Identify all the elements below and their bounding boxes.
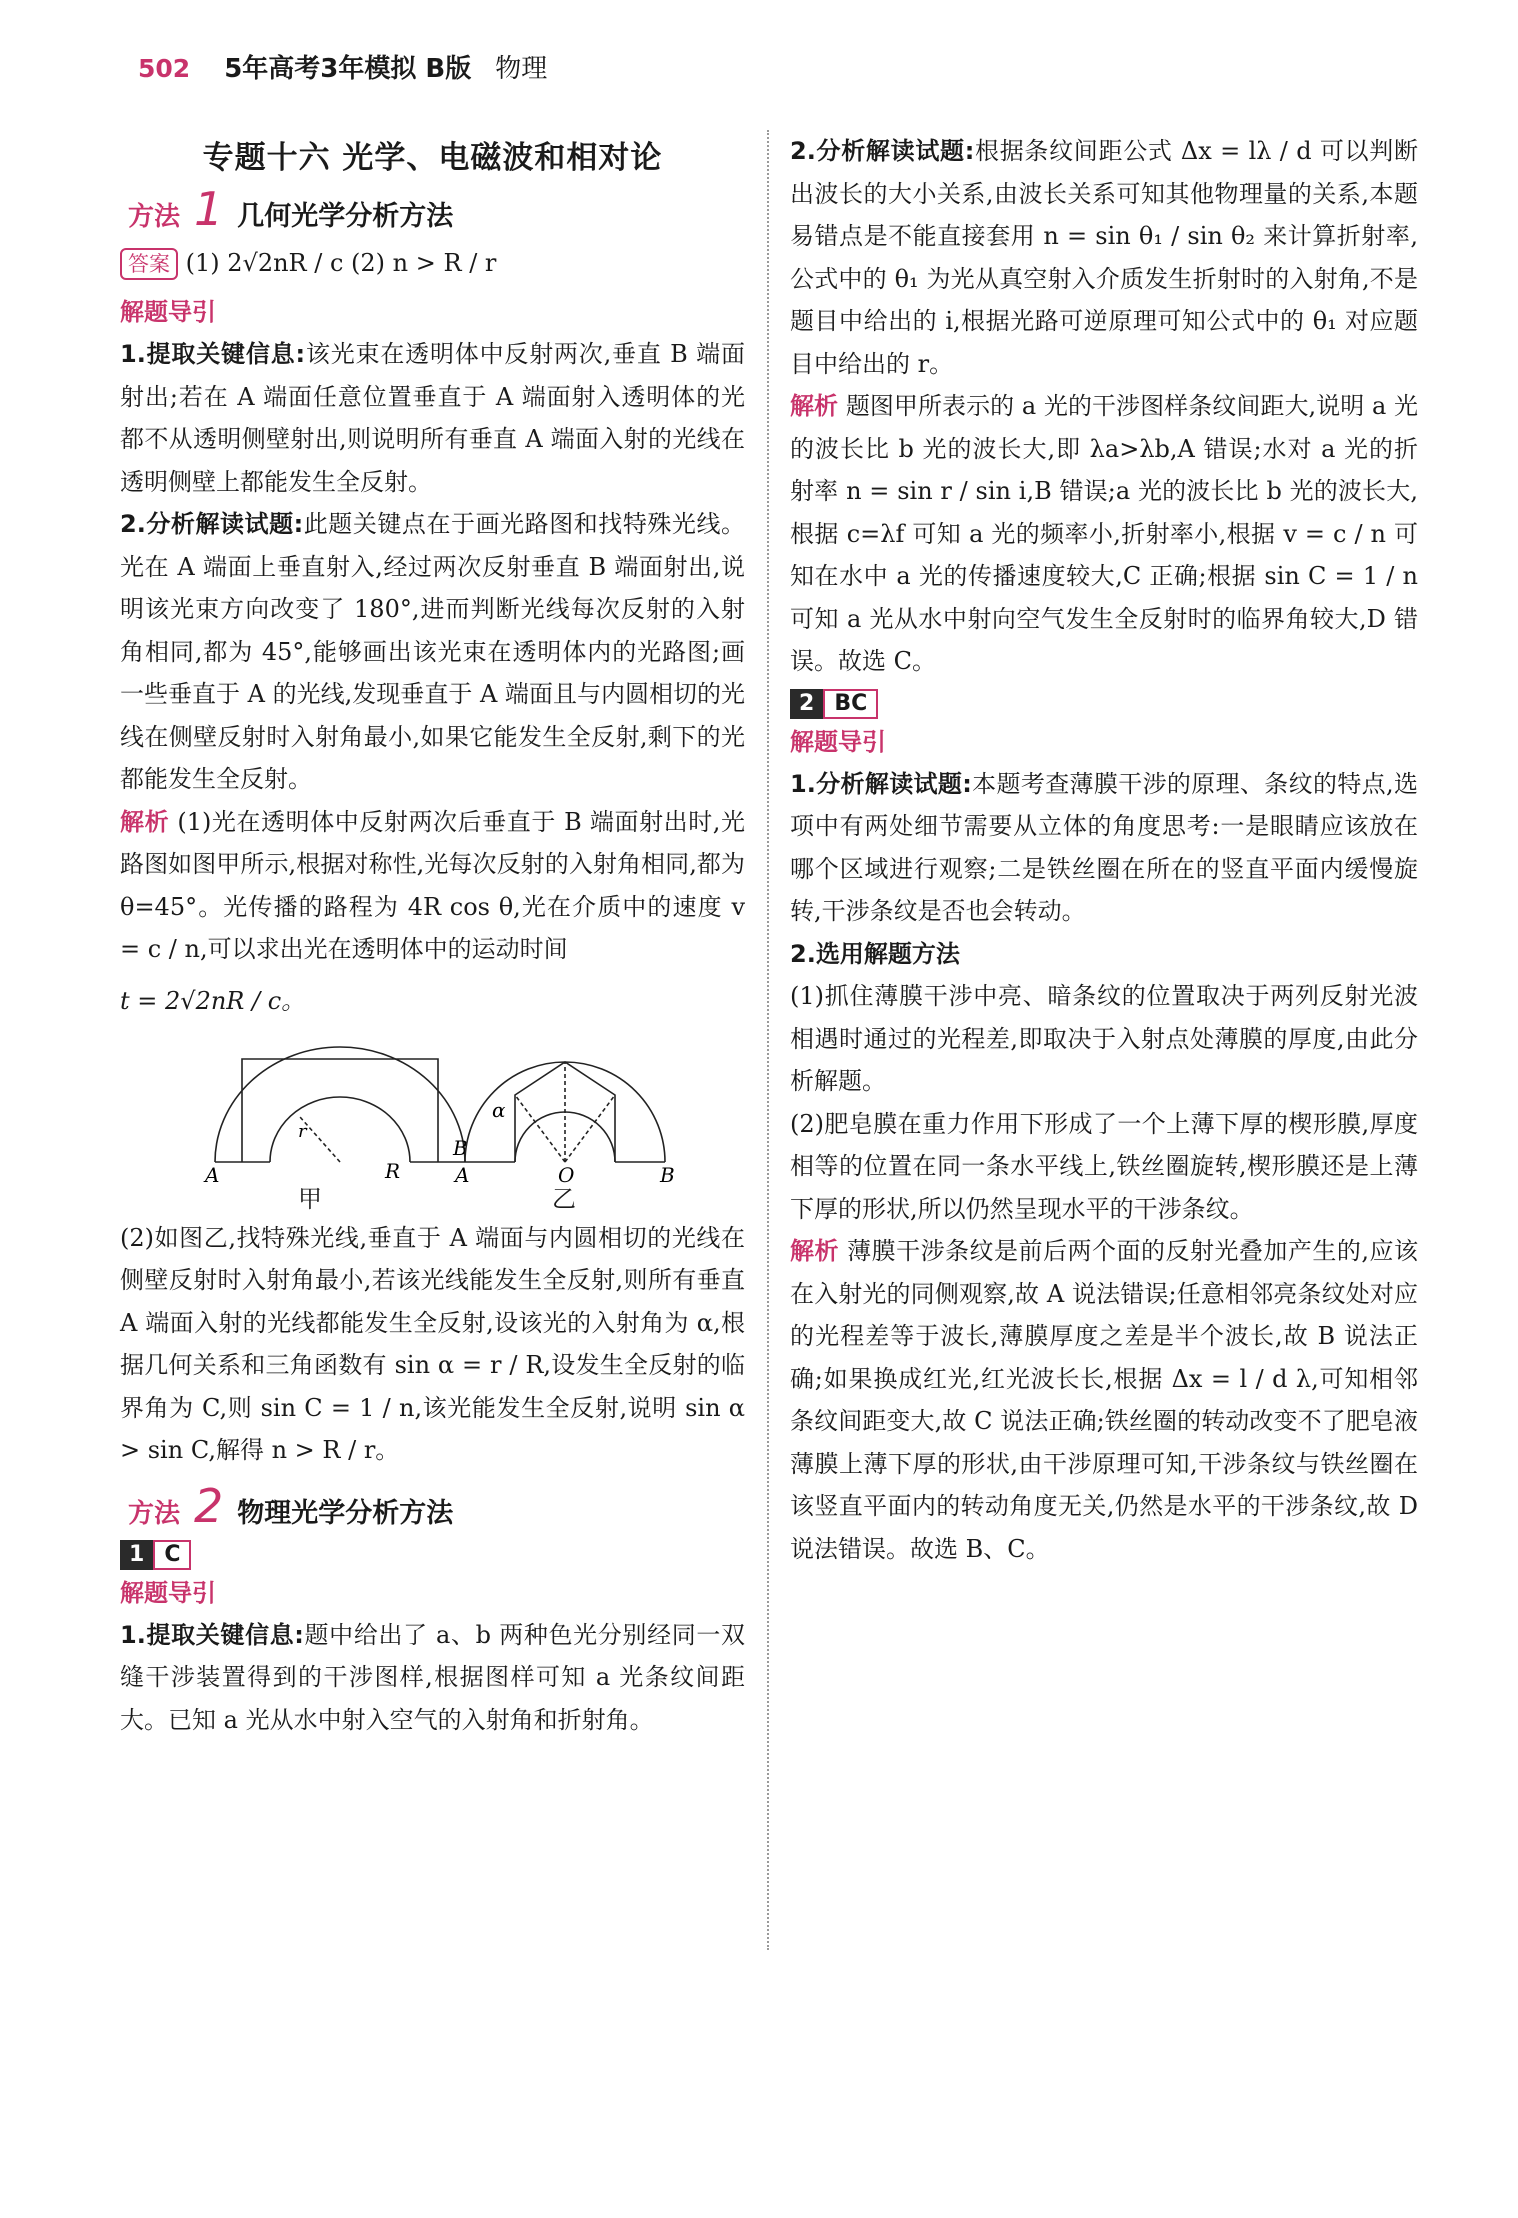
- caption-yi: 乙: [552, 1184, 576, 1213]
- guide-paragraph-2: [120, 503, 745, 801]
- q2-guide-paragraph-1: [790, 763, 1418, 933]
- guide-title: 解题导引: [790, 727, 886, 756]
- method-label: 方法: [128, 202, 181, 232]
- guide-title: 解题导引: [120, 298, 216, 326]
- paragraph-text: (1)光在透明体中反射两次后垂直于 B 端面射出时,光路图如图甲所示,根据对称性,光每次反射的入射角相同,都为 θ=45°。光传播的路程为 4R cos θ,光在介质中的速度 v = c / n,可以求出光在透明体中的运动时间: [120, 807, 745, 963]
- light-path-diagrams: [120, 1037, 745, 1187]
- method-2-heading: [128, 1478, 745, 1533]
- right-column: [790, 130, 1418, 1570]
- keyword: 1.分析解读试题:: [790, 769, 972, 798]
- label-B: B: [453, 1135, 468, 1160]
- analysis-label: 解析: [790, 1237, 839, 1265]
- optics-figure: [120, 1037, 745, 1187]
- paragraph-text: 根据条纹间距公式 Δx = lλ / d 可以判断出波长的大小关系,由波长关系可知其他物理量的关系,本题易错点是不能直接套用 n = sin θ₁ / sin θ₂ 来计算折射率,公式中的 θ₁ 为光从真空射入介质发生折射时的入射角,不是题目中给出的 i,根据光路可逆原理可知公式中的 θ₁ 对应题目中给出的 r。: [790, 137, 1418, 378]
- method-label: 方法: [128, 1498, 181, 1529]
- paragraph-text: 该光束在透明体中反射两次,垂直 B 端面射出;若在 A 端面任意位置垂直于 A 端面射入透明体的光都不从透明侧壁射出,则说明所有垂直 A 端面入射的光线在透明侧壁上都能发生全反射。: [120, 340, 745, 496]
- paragraph-text: 此题关键点在于画光路图和找特殊光线。光在 A 端面上垂直射入,经过两次反射垂直 B 端面射出,说明该光束方向改变了 180°,进而判断光线每次反射的入射角相同,都为 45°,能够画出该光束在透明体内的光路图;画一些垂直于 A 的光线,发现垂直于 A 端面且与内圆相切的光线在侧壁反射时入射角最小,如果它能发生全反射,剩下的光都能发生全反射。: [120, 510, 745, 793]
- caption-jia: 甲: [298, 1184, 322, 1213]
- label-alpha: α: [492, 1097, 506, 1122]
- method-1-heading: [128, 182, 745, 236]
- q2-method-paragraph-2: (2)肥皂膜在重力作用下形成了一个上薄下厚的楔形膜,厚度相等的位置在同一条水平线上,铁丝圈旋转,楔形膜还是上薄下厚的形状,所以仍然呈现水平的干涉条纹。: [790, 1109, 1418, 1223]
- analysis-paragraph-2: (2)如图乙,找特殊光线,垂直于 A 端面与内圆相切的光线在侧壁反射时入射角最小,若该光线能发生全反射,则所有垂直 A 端面入射的光线都能发生全反射,设该光的入射角为 α,根据几何关系和三角函数有 sin α = r / R,设发生全反射的临界角为 C,则 sin C = 1 / n,该光能发生全反射,说明 sin α > sin C,解得 n > R / r。: [120, 1223, 745, 1464]
- question-answer: BC: [823, 689, 878, 719]
- question-number: 2: [790, 689, 823, 719]
- q2-guide-heading-2: 2.选用解题方法: [790, 939, 960, 968]
- label-O: O: [558, 1162, 575, 1187]
- keyword: 1.提取关键信息:: [120, 1620, 304, 1649]
- left-column: [120, 130, 745, 1741]
- method-title: 物理光学分析方法: [237, 1497, 454, 1529]
- right-guide-paragraph-2: [790, 130, 1418, 385]
- analysis-label: 解析: [120, 807, 170, 836]
- column-divider: [767, 130, 769, 1950]
- question-2-badge: [790, 689, 878, 719]
- right-analysis-paragraph: [790, 385, 1418, 683]
- method-number: 2: [194, 1478, 224, 1533]
- page-header: [138, 48, 547, 88]
- book-title: 5年高考3年模拟 B版: [224, 54, 472, 84]
- answer-line: [120, 237, 745, 289]
- question-number: 1: [120, 1540, 153, 1570]
- label-A2: A: [455, 1162, 470, 1187]
- question-1-badge: [120, 1540, 191, 1570]
- figure-captions: [120, 1184, 745, 1217]
- analysis-paragraph-1: [120, 801, 745, 971]
- topic-title: 专题十六 光学、电磁波和相对论: [202, 140, 663, 176]
- subject-label: 物理: [495, 54, 548, 84]
- page-number: 502: [138, 54, 191, 83]
- paragraph-text: 本题考查薄膜干涉的原理、条纹的特点,选项中有两处细节需要从立体的角度思考:一是眼睛应该放在哪个区域进行观察;二是铁丝圈在所在的竖直平面内缓慢旋转,干涉条纹是否也会转动。: [790, 769, 1418, 925]
- answer-text: (1) 2√2nR / c (2) n > R / r: [185, 249, 497, 277]
- label-A: A: [205, 1162, 220, 1187]
- paragraph-text: 题图甲所表示的 a 光的干涉图样条纹间距大,说明 a 光的波长比 b 光的波长大,即 λa>λb,A 错误;水对 a 光的折射率 n = sin r / sin i,B 错误;a 光的波长比 b 光的波长大,根据 c=λf 可知 a 光的频率小,折射率小,根据 v = c / n 可知在水中 a 光的传播速度较大,C 正确;根据 sin C = 1 / n 可知 a 光从水中射向空气发生全反射时的临界角较大,D 错误。故选 C。: [790, 392, 1418, 675]
- time-formula: t = 2√2nR / c。: [120, 986, 306, 1015]
- paragraph-text: 薄膜干涉条纹是前后两个面的反射光叠加产生的,应该在入射光的同侧观察,故 A 说法错误;任意相邻亮条纹处对应的光程差等于波长,薄膜厚度之差是半个波长,故 B 说法正确;如果换成红光,红光波长长,根据 Δx = l / d λ,可知相邻条纹间距变大,故 C 说法正确;铁丝圈的转动改变不了肥皂液薄膜上薄下厚的形状,由干涉原理可知,干涉条纹与铁丝圈在该竖直平面内的转动角度无关,仍然是水平的干涉条纹,故 D 说法错误。故选 B、C。: [790, 1237, 1418, 1563]
- m2-guide-paragraph-1: [120, 1614, 745, 1742]
- q2-analysis-paragraph: [790, 1230, 1418, 1570]
- question-answer: C: [153, 1540, 191, 1570]
- answer-badge: 答案: [120, 248, 178, 280]
- guide-title: 解题导引: [120, 1578, 216, 1607]
- label-r: r: [298, 1120, 307, 1142]
- q2-method-paragraph-1: (1)抓住薄膜干涉中亮、暗条纹的位置取决于两列反射光波相遇时通过的光程差,即取决于入射点处薄膜的厚度,由此分析解题。: [790, 982, 1418, 1095]
- guide-paragraph-1: [120, 333, 745, 503]
- keyword: 2.分析解读试题:: [790, 137, 975, 165]
- analysis-label: 解析: [790, 392, 839, 420]
- method-number: 1: [194, 182, 224, 236]
- label-R: R: [385, 1158, 401, 1183]
- keyword: 2.分析解读试题:: [120, 510, 304, 538]
- method-title: 几何光学分析方法: [237, 201, 454, 232]
- keyword: 1.提取关键信息:: [120, 340, 306, 368]
- paragraph-text: 题中给出了 a、b 两种色光分别经同一双缝干涉装置得到的干涉图样,根据图样可知 a 光条纹间距大。已知 a 光从水中射入空气的入射角和折射角。: [120, 1620, 745, 1734]
- label-B2: B: [660, 1162, 675, 1187]
